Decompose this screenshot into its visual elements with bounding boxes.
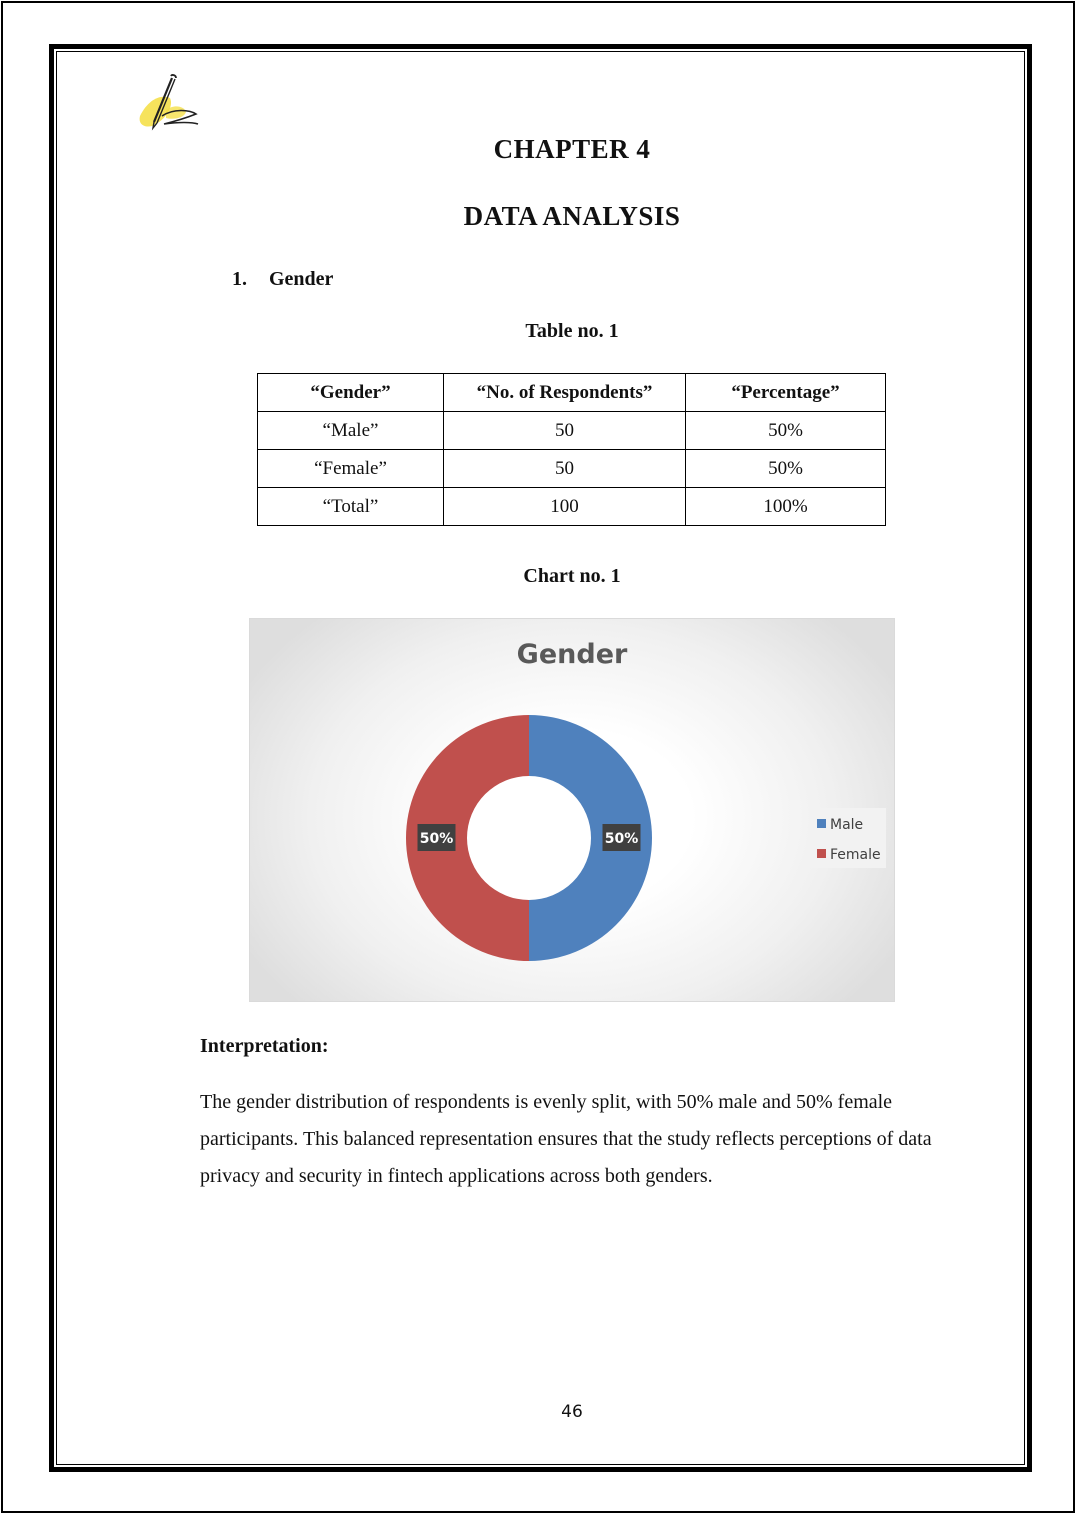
chart-data-label [603, 824, 641, 851]
chart-data-labels [418, 824, 641, 851]
interpretation-heading: Interpretation: [200, 1035, 329, 1057]
table-cell: 50% [686, 450, 886, 488]
chart-legend [810, 808, 886, 868]
data-label-text: 50% [419, 831, 454, 847]
page-title: DATA ANALYSIS [463, 201, 681, 231]
legend-label-male: Male [830, 817, 864, 833]
table-cell: 50% [686, 412, 886, 450]
chart-data-label [418, 824, 456, 851]
legend-label-female: Female [830, 847, 881, 863]
page-number: 46 [561, 1402, 583, 1422]
chart-caption: Chart no. 1 [523, 565, 621, 587]
table-cell: “Total” [258, 488, 444, 526]
interpretation-text: The gender distribution of respondents is evenly split, with 50% male and 50% female participants. This balanced representation ensures that the study reflects perceptions of data privacy and security in fintech applications across both genders. [200, 1091, 932, 1187]
table-row [258, 488, 886, 526]
table-header-cell: “Percentage” [686, 374, 886, 412]
pen-signature-icon [134, 72, 204, 134]
table-header-cell: “No. of Respondents” [444, 374, 686, 412]
chart-title: Gender [516, 639, 628, 670]
section-heading [232, 268, 333, 291]
table-cell: 100 [444, 488, 686, 526]
legend-swatch-female [817, 849, 826, 858]
table-cell: 50 [444, 412, 686, 450]
section-number: 1. [232, 268, 247, 290]
table-header-row [258, 374, 886, 412]
data-label-text: 50% [604, 831, 639, 847]
table-header-cell: “Gender” [258, 374, 444, 412]
table-caption: Table no. 1 [525, 320, 619, 342]
table-cell: “Male” [258, 412, 444, 450]
legend-swatch-male [817, 819, 826, 828]
table-cell: 50 [444, 450, 686, 488]
table-cell: “Female” [258, 450, 444, 488]
table-cell: 100% [686, 488, 886, 526]
doughnut-chart [249, 618, 895, 1002]
chapter-heading: CHAPTER 4 [493, 134, 651, 164]
chart-canvas [250, 619, 896, 1003]
table-row [258, 412, 886, 450]
data-table [257, 373, 886, 526]
table-row [258, 450, 886, 488]
section-title: Gender [269, 268, 334, 290]
